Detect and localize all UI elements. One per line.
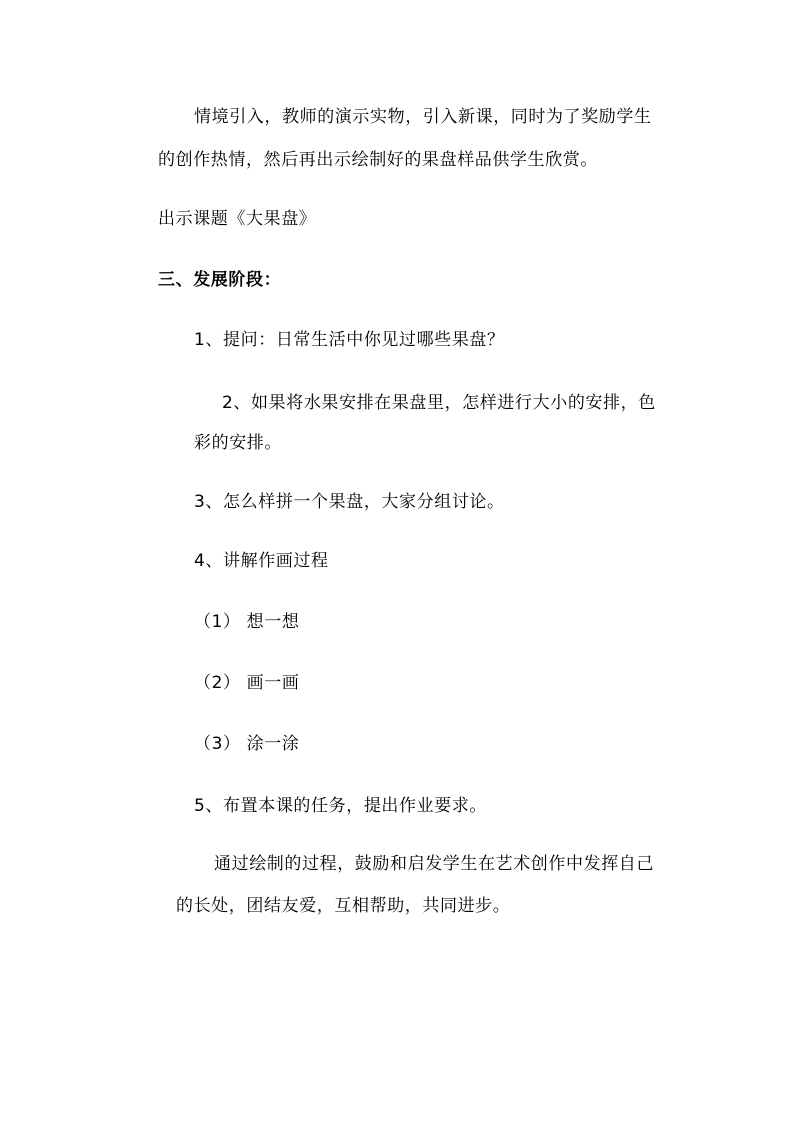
sub-item-3-text: 涂一涂 [246,734,300,754]
sub-item-2-number: （2） [194,673,241,693]
lesson-topic: 出示课题《大果盘》 [158,209,317,229]
sub-item-2 [194,672,299,694]
section-heading: 三、发展阶段： [158,270,282,290]
closing-paragraph-line-2: 的长处，团结友爱，互相帮助，共同进步。 [176,896,511,916]
list-item-1: 1、提问：日常生活中你见过哪些果盘？ [194,330,505,350]
closing-paragraph-line-1: 通过绘制的过程，鼓励和启发学生在艺术创作中发挥自己 [214,854,654,874]
sub-item-2-text: 画一画 [246,673,300,693]
sub-item-3 [194,733,299,755]
intro-paragraph-line-2: 的创作热情，然后再出示绘制好的果盘样品供学生欣赏。 [158,150,598,170]
intro-paragraph-line-1: 情境引入，教师的演示实物，引入新课，同时为了奖励学生 [194,107,652,127]
list-item-2-line-2: 彩的安排。 [194,433,282,453]
list-item-4: 4、讲解作画过程 [194,551,329,571]
sub-item-1 [194,611,299,633]
list-item-5: 5、布置本课的任务，提出作业要求。 [194,796,488,816]
list-item-2-line-1: 2、如果将水果安排在果盘里，怎样进行大小的安排，色 [222,393,656,413]
list-item-3: 3、怎么样拼一个果盘，大家分组讨论。 [194,492,505,512]
sub-item-3-number: （3） [194,734,241,754]
sub-item-1-text: 想一想 [246,612,300,632]
sub-item-1-number: （1） [194,612,241,632]
